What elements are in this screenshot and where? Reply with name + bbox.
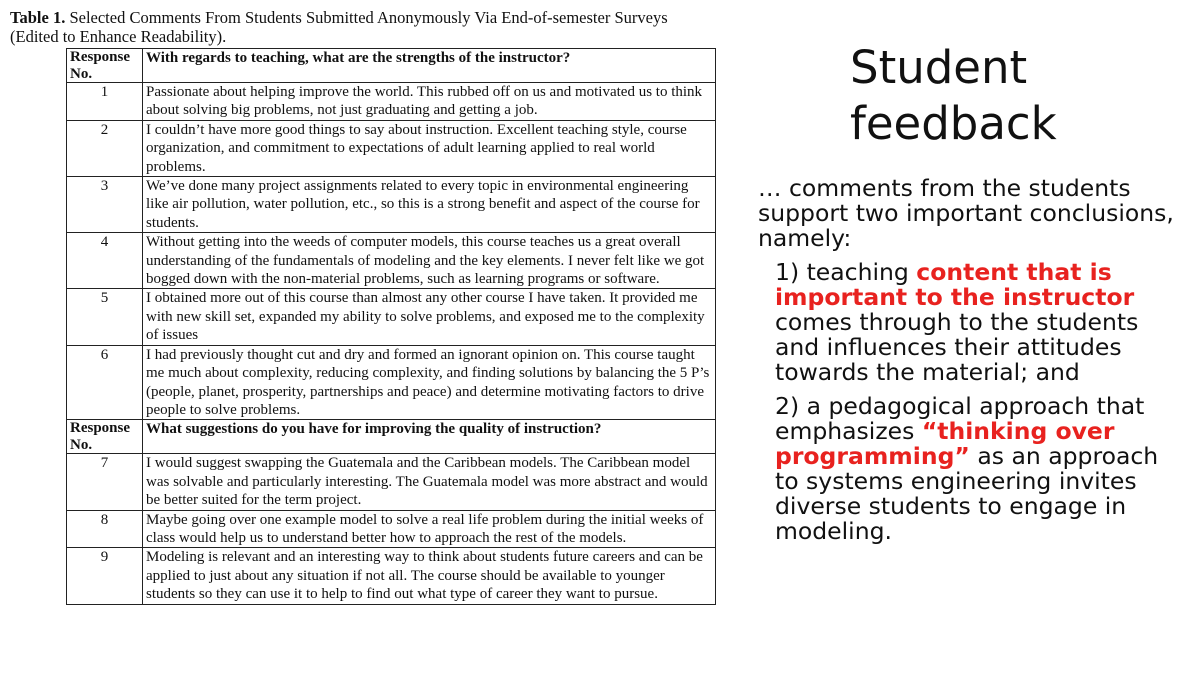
column-header-response-no: Response No. (67, 49, 143, 83)
table-row (67, 233, 716, 289)
point2-highlight: “thinking over programming” (775, 417, 1115, 470)
response-number: 3 (67, 177, 143, 233)
response-text: Modeling is relevant and an interesting way to think about students future careers and can be applied to just about any situation if not all. The course should be available to younger students so they can use it to help to find out what type of career they want to pursue. (143, 548, 716, 604)
slide-intro: … comments from the students support two important conclusions, namely: (758, 174, 1174, 252)
response-text: I had previously thought cut and dry and formed an ignorant opinion on. This course taught me much about complexity, reducing complexity, and finding solutions by balancing the 5 P’s (people, planet, prosperity, partnerships and peace) and determine motivating factors to drive people to solve problems. (143, 345, 716, 420)
slide-title: Student feedback (850, 41, 1057, 150)
response-text: I would suggest swapping the Guatemala and the Caribbean models. The Caribbean model was solvable and particularly interesting. The Guatemala model was more abstract and would be better suited for the term project. (143, 454, 716, 510)
table-row (67, 289, 716, 345)
table-caption (10, 8, 710, 46)
table-row (67, 454, 716, 510)
point1-highlight: content that is important to the instructor (775, 258, 1135, 311)
response-number: 7 (67, 454, 143, 510)
point1-pre: 1) teaching (775, 258, 917, 286)
response-text: Without getting into the weeds of computer models, this course teaches us a great overall understanding of the fundamentals of modeling and the key elements. I never felt like we got bogged down with the non-material problems, such as learning programs or software. (143, 233, 716, 289)
response-text: Passionate about helping improve the world. This rubbed off on us and motivated us to think about solving big problems, not just graduating and getting a job. (143, 83, 716, 121)
slide-text-panel (758, 40, 1188, 544)
question-suggestions: What suggestions do you have for improving the quality of instruction? (143, 420, 716, 454)
response-number: 5 (67, 289, 143, 345)
column-header-response-no: Response No. (67, 420, 143, 454)
response-number: 1 (67, 83, 143, 121)
table-caption-label: Table 1. (10, 8, 66, 27)
response-text: I couldn’t have more good things to say about instruction. Excellent teaching style, course organization, and commitment to expectations of adult learning applied to real world problems. (143, 120, 716, 176)
question-strengths: With regards to teaching, what are the strengths of the instructor? (143, 49, 716, 83)
response-number: 2 (67, 120, 143, 176)
table-row (67, 345, 716, 420)
response-text: Maybe going over one example model to solve a real life problem during the initial weeks of class would help us to understand better how to approach the rest of the models. (143, 510, 716, 548)
point1-post: comes through to the students and influences their attitudes towards the material; and (775, 308, 1139, 386)
response-number: 9 (67, 548, 143, 604)
point2-pre: 2) a pedagogical approach that emphasizes (775, 392, 1145, 445)
feedback-table-panel (10, 8, 710, 605)
table-row (67, 510, 716, 548)
response-number: 6 (67, 345, 143, 420)
comments-table (66, 48, 716, 605)
response-text: I obtained more out of this course than almost any other course I have taken. It provided me with new skill set, expanded my ability to solve problems, and exposed me to the complexity of issues (143, 289, 716, 345)
point2-post: as an approach to systems engineering invites diverse students to engage in modeling. (775, 442, 1159, 545)
response-text: We’ve done many project assignments related to every topic in environmental engineering like air pollution, water pollution, etc., so this is a strong benefit and aspect of the course for students. (143, 177, 716, 233)
table-row (67, 83, 716, 121)
response-number: 4 (67, 233, 143, 289)
conclusion-point-2 (775, 394, 1188, 544)
table-caption-text: Selected Comments From Students Submitted Anonymously Via End-of-semester Surveys (Edited to Enhance Readability). (10, 8, 668, 46)
table-row (67, 120, 716, 176)
conclusion-point-1 (775, 260, 1188, 385)
response-number: 8 (67, 510, 143, 548)
header-row-suggestions (67, 420, 716, 454)
header-row-strengths (67, 49, 716, 83)
table-row (67, 548, 716, 604)
table-row (67, 177, 716, 233)
